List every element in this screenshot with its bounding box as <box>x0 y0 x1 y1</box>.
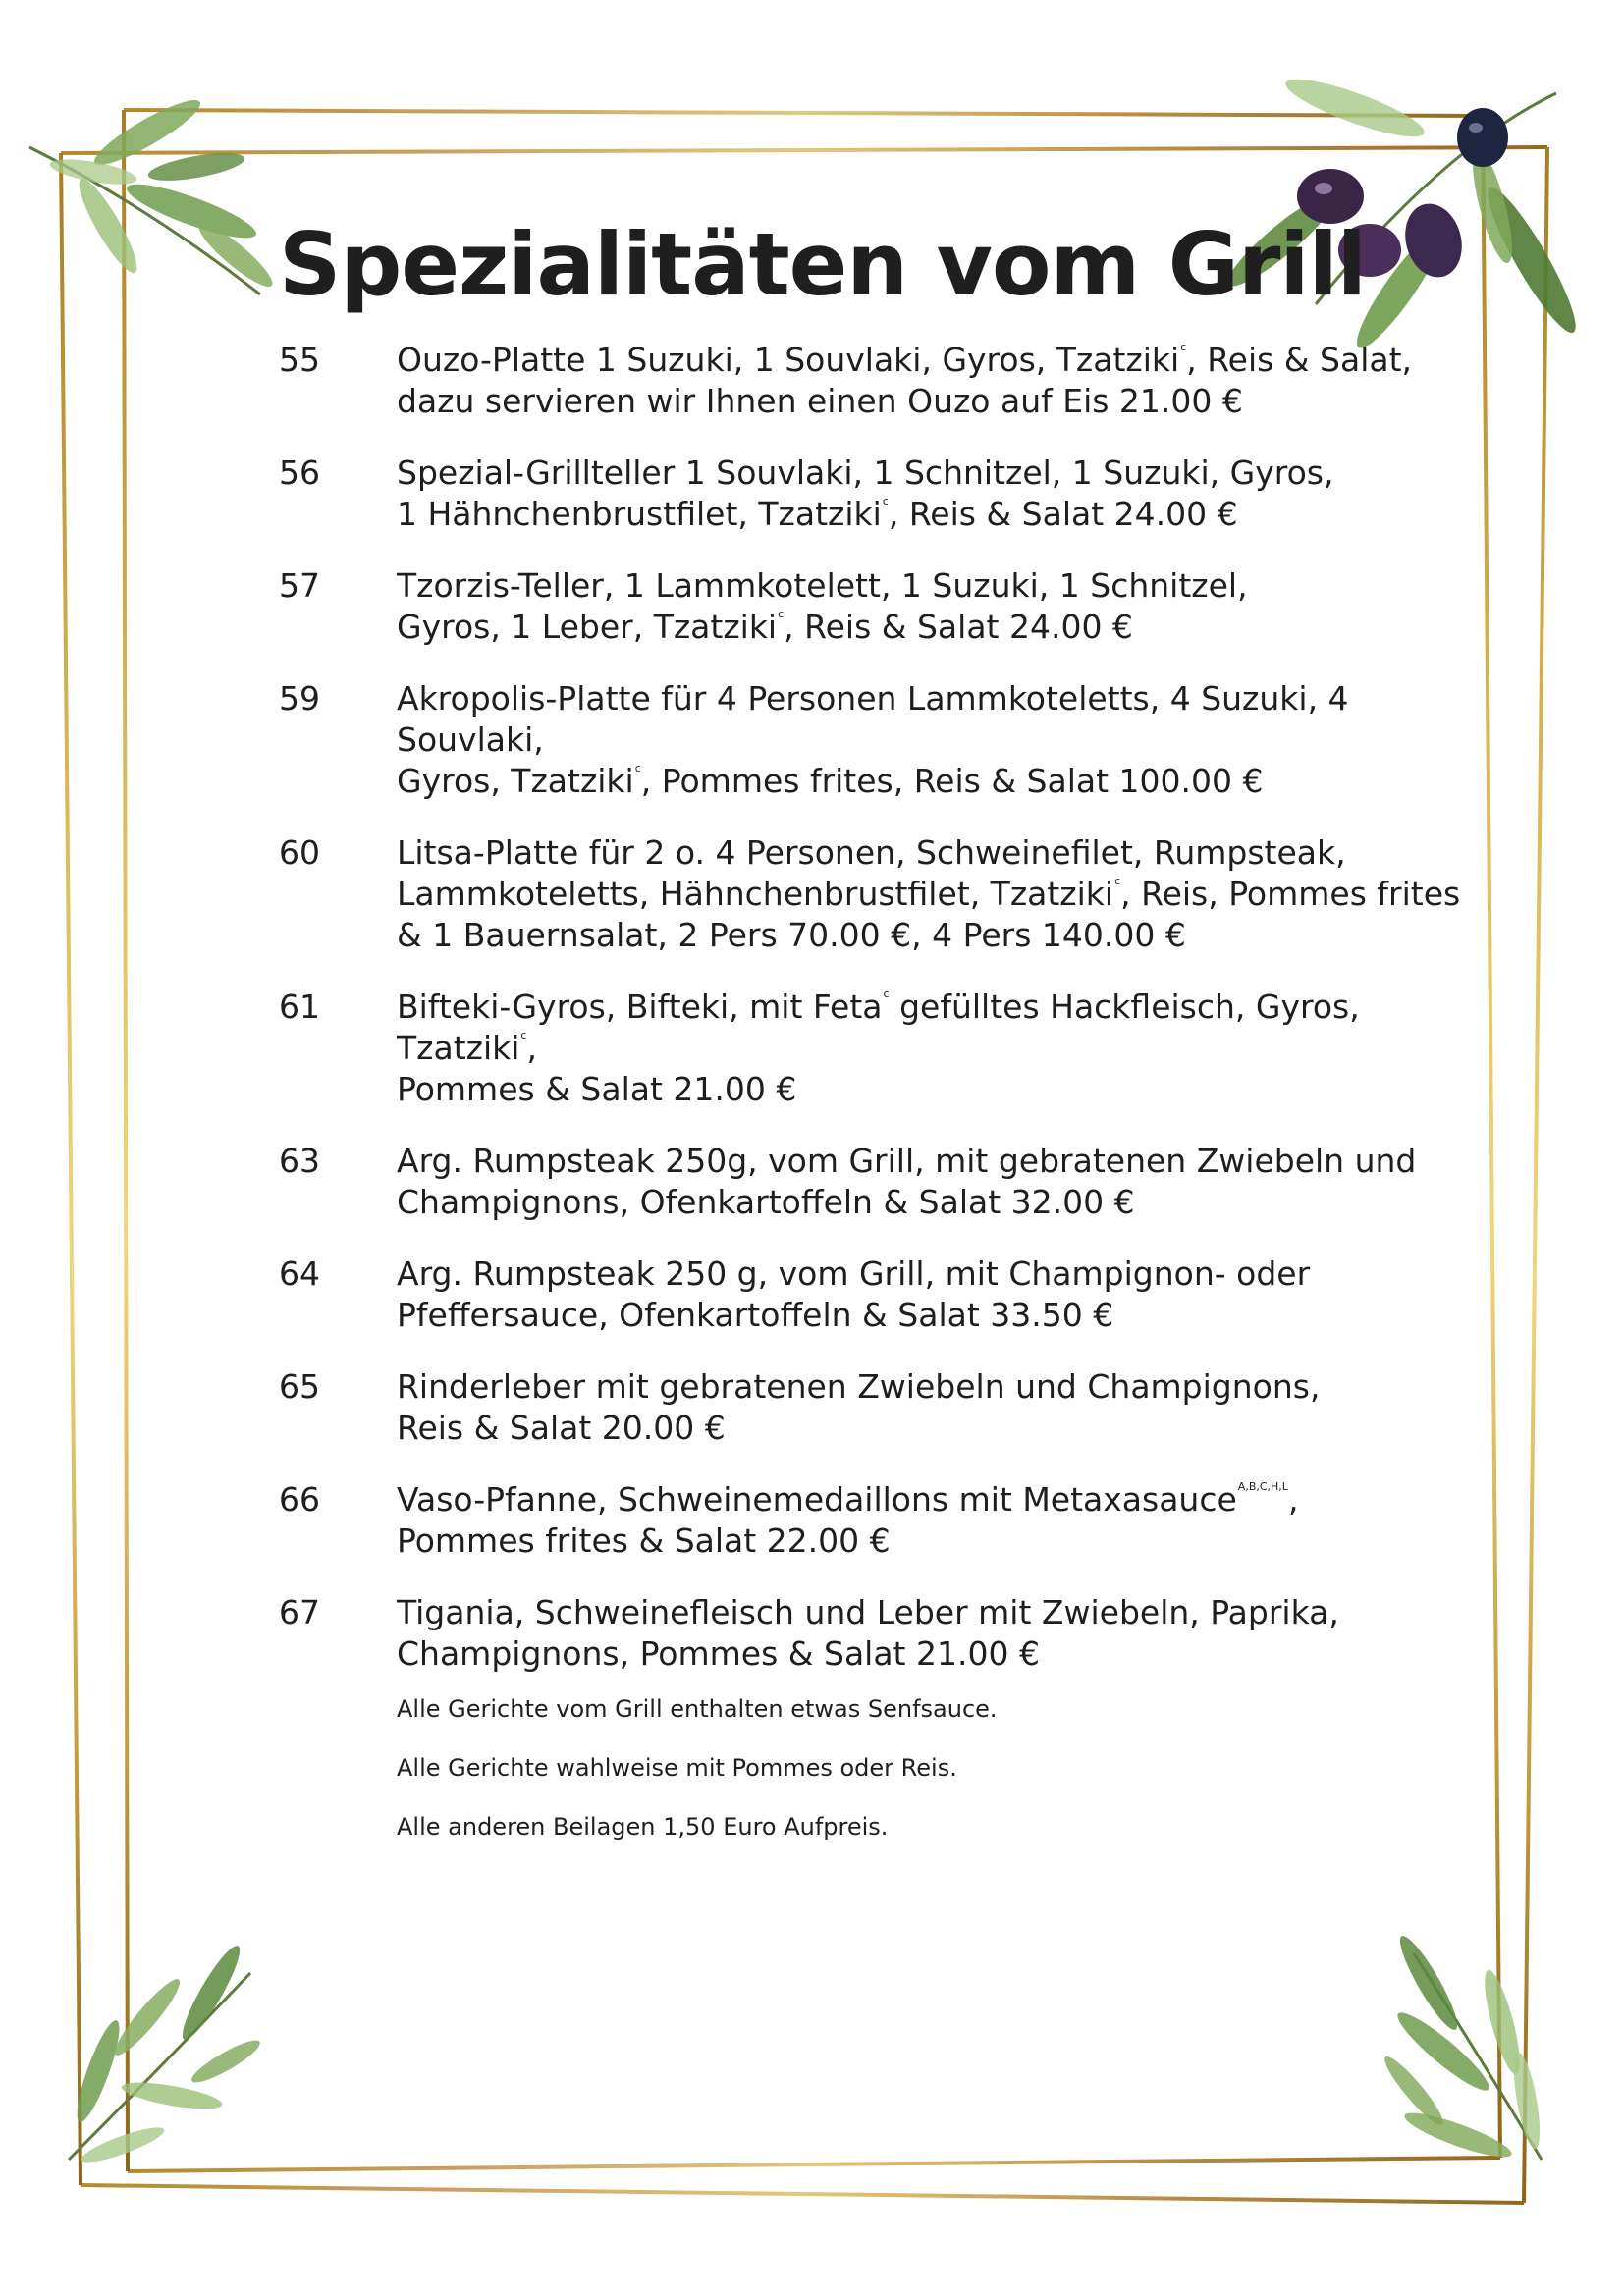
item-line <box>397 340 1496 381</box>
item-text-part: dazu servieren wir Ihnen einen Ouzo auf Eis 21.00 € <box>397 382 1243 420</box>
item-text-part: Arg. Rumpsteak 250 g, vom Grill, mit Champignon- oder <box>397 1255 1311 1293</box>
item-text-part: , Reis & Salat, <box>1186 341 1413 379</box>
item-text-part: Vaso-Pfanne, Schweinemedaillons mit Metaxasauce <box>397 1480 1237 1519</box>
item-number: 60 <box>279 833 320 872</box>
item-text-part: Reis & Salat 20.00 € <box>397 1409 726 1447</box>
item-text-part: Gyros, Tzatziki <box>397 762 634 800</box>
item-text-part: Champignons, Ofenkartoffeln & Salat 32.00 € <box>397 1183 1135 1221</box>
item-text-part: , Reis, Pommes frites <box>1120 875 1461 913</box>
item-text-part: Gyros, 1 Leber, Tzatziki <box>397 608 778 646</box>
item-description <box>397 565 1496 648</box>
allergen-superscript: c <box>520 1029 527 1041</box>
item-text-part: Arg. Rumpsteak 250g, vom Grill, mit gebratenen Zwiebeln und <box>397 1142 1417 1180</box>
item-description <box>397 340 1496 422</box>
item-text-part: Spezial-Grillteller 1 Souvlaki, 1 Schnitzel, 1 Suzuki, Gyros, <box>397 454 1334 492</box>
item-line <box>397 915 1496 956</box>
item-line <box>397 874 1496 915</box>
item-line <box>397 1366 1496 1408</box>
item-text-part: & 1 Bauernsalat, 2 Pers 70.00 €, 4 Pers 140.00 € <box>397 916 1186 954</box>
item-text-part: , Pommes frites, Reis & Salat 100.00 € <box>640 762 1264 800</box>
item-line <box>397 1633 1496 1675</box>
item-text-part: gefülltes Hackfleisch, Gyros, Tzatziki <box>397 988 1360 1067</box>
item-number: 59 <box>279 679 320 718</box>
item-description <box>397 1366 1496 1449</box>
olive-branch-top-left-icon <box>29 91 279 294</box>
allergen-superscript: c <box>1114 875 1121 887</box>
item-text-part: Litsa-Platte für 2 o. 4 Personen, Schweinefilet, Rumpsteak, <box>397 833 1346 872</box>
item-number: 55 <box>279 341 320 379</box>
item-description <box>397 832 1496 956</box>
item-line <box>397 1069 1496 1110</box>
item-description <box>397 678 1496 802</box>
olive-branch-bottom-right-icon <box>1379 1931 1544 2164</box>
note-line: Alle Gerichte wahlweise mit Pommes oder Reis. <box>397 1754 957 1782</box>
item-line <box>397 381 1496 422</box>
menu-item <box>279 453 1496 535</box>
item-text-part: Pommes frites & Salat 22.00 € <box>397 1522 891 1560</box>
menu-item <box>279 1254 1496 1336</box>
item-text-part: Ouzo-Platte 1 Suzuki, 1 Souvlaki, Gyros, Tzatziki <box>397 341 1180 379</box>
item-text-part: , <box>526 1029 537 1067</box>
item-number: 64 <box>279 1255 320 1293</box>
item-line <box>397 1408 1496 1449</box>
note-line: Alle Gerichte vom Grill enthalten etwas Senfsauce. <box>397 1695 998 1723</box>
item-text-part: , Reis & Salat 24.00 € <box>888 495 1238 533</box>
item-description <box>397 1254 1496 1336</box>
menu-list <box>279 340 1496 1705</box>
menu-item <box>279 1592 1496 1675</box>
item-number: 63 <box>279 1142 320 1180</box>
item-text-part: Tzorzis-Teller, 1 Lammkotelett, 1 Suzuki, 1 Schnitzel, <box>397 566 1248 605</box>
item-number: 57 <box>279 566 320 605</box>
allergen-superscript: c <box>882 495 889 507</box>
item-text-part: Pommes & Salat 21.00 € <box>397 1070 797 1108</box>
item-line <box>397 607 1496 648</box>
item-description <box>397 453 1496 535</box>
item-text-part: 1 Hähnchenbrustfilet, Tzatziki <box>397 495 882 533</box>
item-text-part: , <box>1287 1480 1299 1519</box>
menu-item <box>279 565 1496 648</box>
item-number: 56 <box>279 454 320 492</box>
note-line: Alle anderen Beilagen 1,50 Euro Aufpreis. <box>397 1813 889 1841</box>
menu-item <box>279 1141 1496 1223</box>
item-description <box>397 1479 1496 1562</box>
menu-item <box>279 832 1496 956</box>
item-text-part: Akropolis-Platte für 4 Personen Lammkoteletts, 4 Suzuki, 4 Souvlaki, <box>397 679 1349 759</box>
item-line <box>397 1295 1496 1336</box>
allergen-superscript: A,B,C,H,L <box>1237 1480 1288 1493</box>
item-text-part: Lammkoteletts, Hähnchenbrustfilet, Tzatziki <box>397 875 1114 913</box>
menu-item <box>279 1366 1496 1449</box>
item-description <box>397 1141 1496 1223</box>
item-number: 67 <box>279 1593 320 1631</box>
item-description <box>397 1592 1496 1675</box>
item-number: 65 <box>279 1367 320 1406</box>
item-number: 61 <box>279 988 320 1026</box>
item-line <box>397 678 1496 761</box>
item-text-part: Pfeffersauce, Ofenkartoffeln & Salat 33.50 € <box>397 1296 1114 1334</box>
item-line <box>397 761 1496 802</box>
menu-item <box>279 678 1496 802</box>
item-text-part: Rinderleber mit gebratenen Zwiebeln und Champignons, <box>397 1367 1321 1406</box>
allergen-superscript: c <box>634 762 641 774</box>
allergen-superscript: c <box>778 608 785 620</box>
item-line <box>397 453 1496 494</box>
item-line <box>397 494 1496 535</box>
item-description <box>397 987 1496 1110</box>
notes <box>397 1694 998 1871</box>
menu-item <box>279 1479 1496 1562</box>
item-line <box>397 1254 1496 1295</box>
item-line <box>397 1182 1496 1223</box>
item-line <box>397 832 1496 874</box>
item-line <box>397 565 1496 607</box>
item-line <box>397 1141 1496 1182</box>
item-text-part: Champignons, Pommes & Salat 21.00 € <box>397 1634 1040 1673</box>
item-text-part: Bifteki-Gyros, Bifteki, mit Feta <box>397 988 883 1026</box>
allergen-superscript: c <box>883 988 890 1000</box>
item-line <box>397 1592 1496 1633</box>
item-line <box>397 1521 1496 1562</box>
allergen-superscript: c <box>1180 341 1187 353</box>
item-text-part: , Reis & Salat 24.00 € <box>784 608 1133 646</box>
item-number: 66 <box>279 1480 320 1519</box>
page-title: Spezialitäten vom Grill <box>279 214 1366 315</box>
item-line <box>397 987 1496 1069</box>
menu-item <box>279 987 1496 1110</box>
olive-branch-bottom-left-icon <box>69 1941 264 2168</box>
menu-item <box>279 340 1496 422</box>
item-line <box>397 1479 1496 1521</box>
item-text-part: Tigania, Schweinefleisch und Leber mit Zwiebeln, Paprika, <box>397 1593 1339 1631</box>
